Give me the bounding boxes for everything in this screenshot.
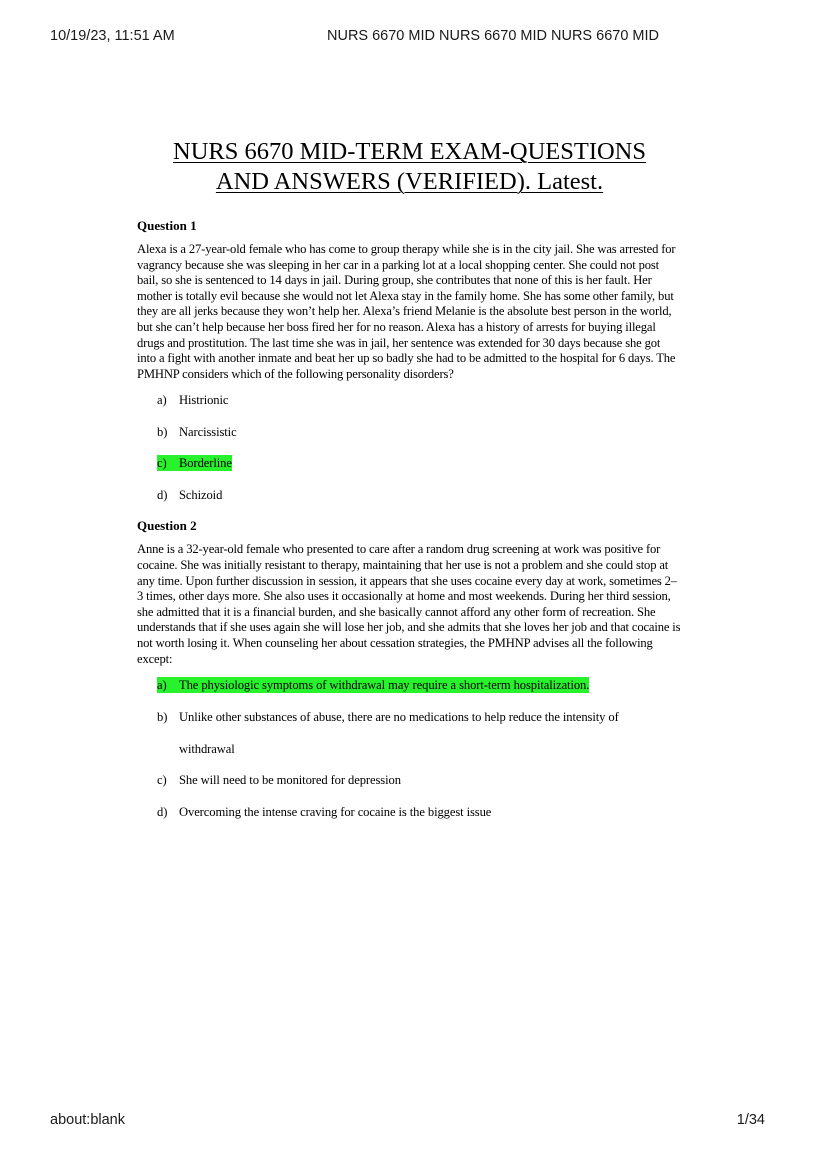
question-heading: Question 2 <box>137 518 197 534</box>
option-text: Schizoid <box>179 487 223 502</box>
option-text: Borderline <box>179 456 232 471</box>
title-line-1: NURS 6670 MID-TERM EXAM-QUESTIONS <box>173 138 646 165</box>
print-footer <box>50 1112 767 1132</box>
option-letter: c) <box>157 456 167 471</box>
document-title <box>127 137 692 197</box>
answer-option-d <box>137 487 682 503</box>
question-stem: Anne is a 32-year-old female who presented to care after a random drug screening at work was positive for cocaine. She was initially resistant to therapy, maintaining that her use is not a problem and she could stop at any time. Upon further discussion in session, it appears that she uses cocaine every day at work, sometimes 2–3 times, other days more. She also uses it occasionally at home and most weekends. During her third session, she admitted that it is a financial burden, and she basically cannot afford any other form of recreation. She understands that if she uses again she will lose her job, and she admits that she loves her job and that cocaine is not worth losing it. When counseling her about cessation strategies, the PMHNP advises all the following except: <box>137 542 681 666</box>
option-text-continuation: withdrawal <box>179 741 235 756</box>
answer-options <box>137 392 682 503</box>
correct-answer-highlight <box>157 455 232 471</box>
option-letter: c) <box>157 773 167 788</box>
option-text: The physiologic symptoms of withdrawal may require a short-term hospitalization. <box>179 678 590 693</box>
option-letter: d) <box>157 804 168 819</box>
option-text: She will need to be monitored for depression <box>179 773 401 788</box>
question-1 <box>137 218 682 503</box>
answer-option-b <box>137 709 682 757</box>
option-letter: a) <box>157 678 167 693</box>
option-text: Narcissistic <box>179 424 237 439</box>
page-indicator: 1/34 <box>736 1112 765 1128</box>
option-letter: a) <box>157 393 167 408</box>
answer-options <box>137 677 682 820</box>
option-text: Unlike other substances of abuse, there are no medications to help reduce the intensity of <box>179 709 619 724</box>
question-2 <box>137 518 682 819</box>
title-line-2: AND ANSWERS (VERIFIED). Latest. <box>215 168 604 195</box>
option-letter: b) <box>157 709 168 724</box>
document-body <box>137 137 682 835</box>
answer-option-a-correct <box>137 677 682 693</box>
option-text: Histrionic <box>179 393 229 408</box>
option-text: Overcoming the intense craving for cocaine is the biggest issue <box>179 804 492 819</box>
print-doc-title: NURS 6670 MID NURS 6670 MID NURS 6670 MID <box>327 28 659 44</box>
answer-option-b <box>137 424 682 440</box>
answer-option-c-correct <box>137 455 682 471</box>
print-header <box>50 28 767 48</box>
question-heading: Question 1 <box>137 218 197 233</box>
question-stem: Alexa is a 27-year-old female who has come to group therapy while she is in the city jail. She was arrested for vagrancy because she was sleeping in her car in a parking lot at a local shopping center. She could not post bail, so she is sentenced to 14 days in jail. During group, she contributes that none of this is her fault. Her mother is totally evil because she would not let Alexa stay in the family home. She has some other family, but they are all jerks because they won’t help her. Alexa’s friend Melanie is the absolute best person in the world, but she can’t help because her boss fired her for no reason. Alexa has a history of arrests for buying illegal drugs and prostitution. The last time she was in jail, her sentence was extended for 30 days because she got into a fight with another inmate and beat her up so badly she had to be admitted to the hospital for 6 days. The PMHNP considers which of the following personality disorders? <box>137 242 676 381</box>
print-datetime: 10/19/23, 11:51 AM <box>50 28 175 44</box>
print-url: about:blank <box>50 1112 125 1128</box>
correct-answer-highlight <box>157 677 589 693</box>
option-letter: d) <box>157 487 168 502</box>
answer-option-c <box>137 772 682 788</box>
option-letter: b) <box>157 424 168 439</box>
answer-option-a <box>137 392 682 408</box>
answer-option-d <box>137 804 682 820</box>
